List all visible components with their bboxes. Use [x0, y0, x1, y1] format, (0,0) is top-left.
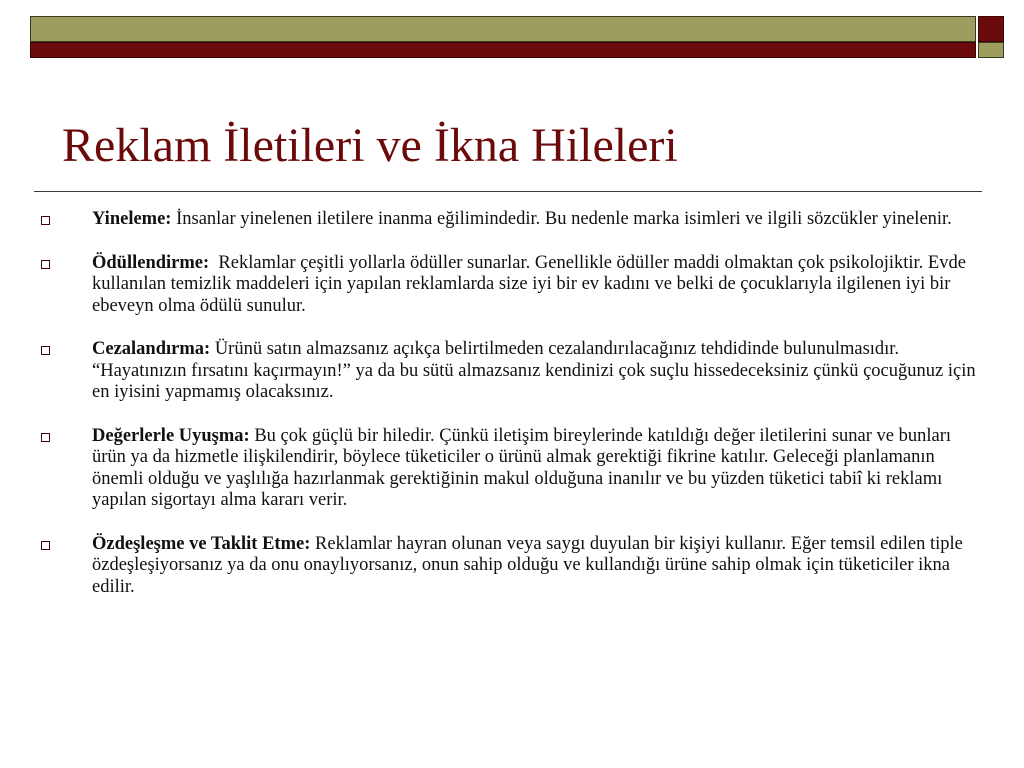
hollow-square-bullet-icon [41, 260, 50, 269]
title-divider [34, 191, 982, 192]
header-square-olive [978, 42, 1004, 58]
bullet-term: Ödüllendirme: [92, 252, 210, 273]
bullet-text: Ürünü satın almazsanız açıkça belirtilmeden cezalandırılacağınız tehdidinde bulunulmasıdır. “Hayatınızın fırsatını kaçırmayın!” ya da bu sütü almazsanız kendinizi çok suçlu hissedeceksiniz çünkü çocuğunuz için en iyisini yapmamış olacaksınız. [92, 339, 976, 402]
header-bar-olive [30, 16, 976, 42]
bullet-text: Reklamlar çeşitli yollarla ödüller sunarlar. Genellikle ödüller maddi olmaktan çok psikolojiktir. Evde kullanılan temizlik maddeleri için yapılan reklamlarda size iyi bir ev kadını ve belki de çocuklarıyla ilgilenen iyi bir ebeveyn olma ödülü sunulur. [92, 252, 971, 316]
bullet-text: Bu çok güçlü bir hiledir. Çünkü iletişim bireylerinde katıldığı değer iletilerini sunar ve bunları ürün ya da hizmetle ilişkilendirir, böylece tüketiciler o ürünü almak gerektiği fikrine katılır. Geleceği planlamanın önemli olduğu ve yaşlılığa hazırlanmak gerektiğinin makul olduğuna inanılır ve bu yüzden tüketici tabiî ki reklamı yapılan sigortayı alma kararı verir. [92, 425, 952, 510]
hollow-square-bullet-icon [41, 216, 50, 225]
bullet-item [38, 339, 986, 404]
bullet-term: Değerlerle Uyuşma: [92, 425, 250, 446]
bullet-item [38, 426, 986, 512]
bullet-term: Cezalandırma: [92, 339, 211, 359]
bullet-list [38, 209, 986, 620]
hollow-square-bullet-icon [41, 433, 50, 442]
bullet-term: Yineleme: [92, 209, 172, 229]
slide-title: Reklam İletileri ve İkna Hileleri [62, 119, 678, 172]
bullet-term: Özdeşleşme ve Taklit Etme: [92, 533, 311, 554]
bullet-text: Reklamlar hayran olunan veya saygı duyulan bir kişiyi kullanır. Eğer temsil edilen tiple özdeşleşiyorsanız ya da onu onaylıyorsanız, onun sahip olduğu ve kullandığı ürüne sahip olmak için tüketiciler ikna edilir. [92, 533, 963, 597]
hollow-square-bullet-icon [41, 541, 50, 550]
header-bar-maroon [30, 42, 976, 58]
bullet-item [38, 253, 986, 318]
bullet-item [38, 209, 986, 231]
bullet-text: İnsanlar yinelenen iletilere inanma eğilimindedir. Bu nedenle marka isimleri ve ilgili sözcükler yinelenir. [171, 209, 952, 229]
hollow-square-bullet-icon [41, 346, 50, 355]
bullet-item [38, 534, 986, 599]
header-square-maroon [978, 16, 1004, 42]
